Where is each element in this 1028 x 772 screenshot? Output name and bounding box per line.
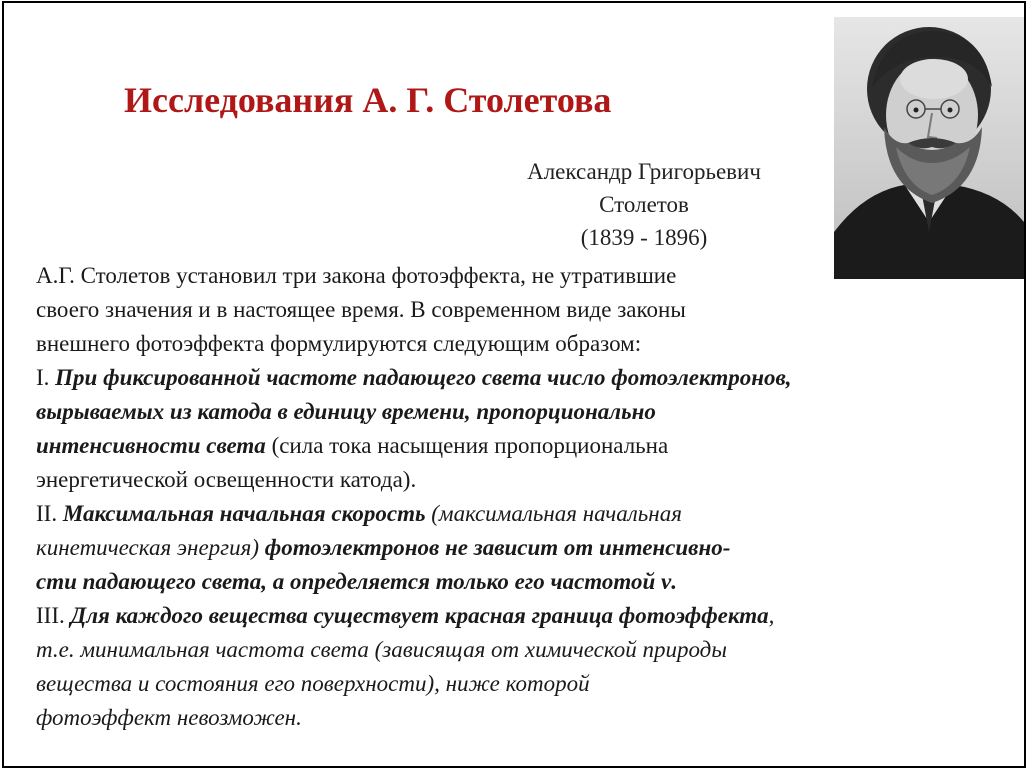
- caption-name-line2: Столетов: [599, 192, 689, 217]
- law3-line-2: [36, 633, 1016, 667]
- law2-line-2: [36, 531, 1016, 565]
- law1-line-2: [36, 395, 1016, 429]
- law1-numeral: I.: [36, 365, 56, 390]
- law2-italic-a: (максимальная начальная: [425, 501, 682, 526]
- law2-line-3: [36, 565, 1016, 599]
- law2-line-1: [36, 497, 1016, 531]
- law2-italic-b: кинетическая энергия): [36, 535, 265, 560]
- law1-plain-d: энергетической освещенности катода).: [36, 467, 417, 492]
- law2-bold-c: сти падающего света, а определяется только его частотой ν.: [36, 569, 677, 594]
- law1-line-4: [36, 463, 1016, 497]
- caption-years: (1839 - 1896): [580, 225, 708, 250]
- law3-numeral: III.: [36, 603, 71, 628]
- law3-line-1: [36, 599, 1016, 633]
- body-text: [36, 259, 1016, 735]
- law1-bold-a: При фиксированной частоте падающего света число фотоэлектронов,: [55, 365, 792, 390]
- law2-bold-a: Максимальная начальная скорость: [62, 501, 426, 526]
- intro-line-3: внешнего фотоэффекта формулируются следующим образом:: [36, 331, 642, 356]
- law3-italic-c: вещества и состояния его поверхности), ниже которой: [36, 671, 590, 696]
- law1-line-3: [36, 429, 1016, 463]
- law2-bold-b: фотоэлектронов не зависит от интенсивно-: [264, 535, 731, 560]
- portrait-image: [834, 17, 1024, 279]
- law3-line-4: [36, 701, 1016, 735]
- law1-bold-c: интенсивности света: [36, 433, 266, 458]
- law3-italic-b: т.е. минимальная частота света (зависящая от химической природы: [36, 637, 727, 662]
- portrait-caption: [474, 155, 814, 254]
- portrait-photo: [834, 17, 1024, 279]
- law1-line-1: [36, 361, 1016, 395]
- law2-numeral: II.: [36, 501, 63, 526]
- law3-comma: ,: [768, 603, 775, 628]
- law3-bold-a: Для каждого вещества существует красная граница фотоэффекта: [70, 603, 769, 628]
- caption-name-line1: Александр Григорьевич: [527, 159, 761, 184]
- law1-bold-b: вырываемых из катода в единицу времени, пропорционально: [36, 399, 656, 424]
- intro-line-2: своего значения и в настоящее время. В современном виде законы: [36, 297, 686, 322]
- intro-line-1: А.Г. Столетов установил три закона фотоэффекта, не утратившие: [36, 263, 677, 288]
- law3-italic-d: фотоэффект невозможен.: [36, 705, 302, 730]
- law1-plain-c: (сила тока насыщения пропорциональна: [265, 433, 669, 458]
- slide: [2, 1, 1026, 768]
- slide-title: Исследования А. Г. Столетова: [124, 80, 612, 120]
- law3-line-3: [36, 667, 1016, 701]
